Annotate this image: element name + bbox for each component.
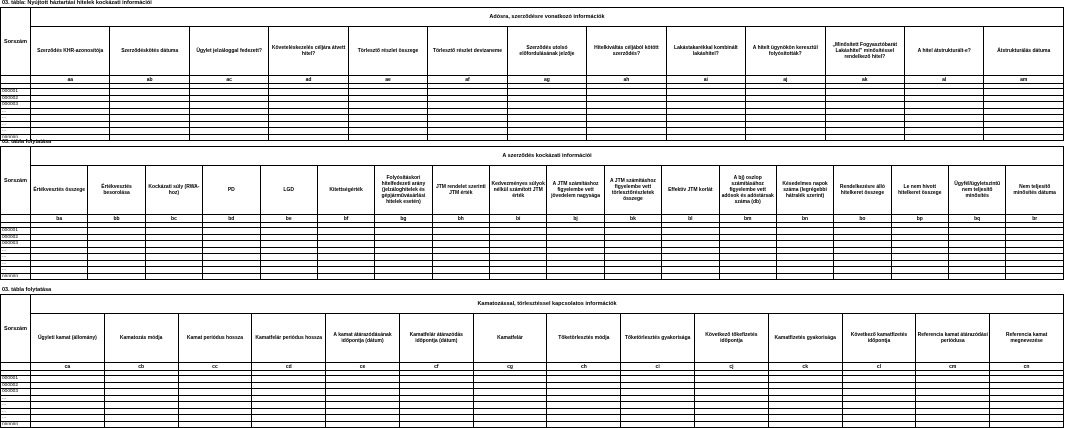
column-header: LGD bbox=[260, 166, 317, 215]
data-cell[interactable] bbox=[719, 273, 776, 280]
column-code: bg bbox=[375, 215, 432, 223]
column-header: Szerződéskötés dátuma bbox=[110, 27, 189, 76]
group-header: Adósra, szerződésre vonatkozó információk bbox=[31, 8, 1064, 27]
column-code-row bbox=[1, 215, 1064, 223]
column-code: ca bbox=[31, 363, 105, 371]
column-code: ce bbox=[326, 363, 400, 371]
row-id: 000002 bbox=[1, 234, 31, 241]
sorszam-header: Sorszám bbox=[1, 295, 31, 363]
column-header: Követeléskezelés céljára átvett hitel? bbox=[269, 27, 348, 76]
column-header: A hitelt ügynökön keresztül folyósították? bbox=[746, 27, 825, 76]
data-cell[interactable] bbox=[604, 273, 661, 280]
data-cell[interactable] bbox=[776, 273, 833, 280]
column-code-row bbox=[1, 363, 1064, 371]
column-code: ba bbox=[31, 215, 88, 223]
column-code: cn bbox=[990, 363, 1064, 371]
group-header-row bbox=[1, 295, 1064, 314]
column-header: Törlesztő részlet devizaneme bbox=[428, 27, 507, 76]
row-id: ... bbox=[1, 402, 31, 409]
column-header: Értékvesztés besorolása bbox=[88, 166, 145, 215]
row-id: ... bbox=[1, 108, 31, 115]
column-header: A hitel átstrukturált-e? bbox=[904, 27, 983, 76]
data-cell[interactable] bbox=[473, 421, 547, 428]
data-cell[interactable] bbox=[203, 273, 260, 280]
data-cell[interactable] bbox=[432, 273, 489, 280]
column-header: Szerződés KHR-azonosítója bbox=[31, 27, 110, 76]
column-header: Következő tőkefizetés időpontja bbox=[695, 314, 769, 363]
data-cell[interactable] bbox=[31, 273, 88, 280]
row-id: ... bbox=[1, 254, 31, 261]
column-code: ck bbox=[768, 363, 842, 371]
data-cell[interactable] bbox=[547, 273, 604, 280]
column-header-row bbox=[1, 166, 1064, 215]
column-header: Következő kamatfizetés időpontja bbox=[842, 314, 916, 363]
section-title: 03. tábla folytatása bbox=[2, 139, 52, 145]
code-cell-empty bbox=[1, 76, 31, 84]
column-code: bb bbox=[88, 215, 145, 223]
row-id: ... bbox=[1, 128, 31, 135]
column-header: A JTM számításhoz figyelembe vett törlesztőrészletek összege bbox=[604, 166, 661, 215]
column-code: ad bbox=[269, 76, 348, 84]
column-header: Kamatfelár átárazódás időpontja (dátum) bbox=[399, 314, 473, 363]
column-header: PD bbox=[203, 166, 260, 215]
table-row bbox=[1, 273, 1064, 280]
column-code: ch bbox=[547, 363, 621, 371]
group-header: Kamatozással, törlesztéssel kapcsolatos információk bbox=[31, 295, 1064, 314]
column-header: Kamatfelár periódus hossza bbox=[252, 314, 326, 363]
column-code: ai bbox=[666, 76, 745, 84]
column-code: ab bbox=[110, 76, 189, 84]
data-cell[interactable] bbox=[145, 273, 202, 280]
row-id: ... bbox=[1, 415, 31, 422]
column-header: Tőketörlesztés gyakorisága bbox=[621, 314, 695, 363]
column-header-row bbox=[1, 27, 1064, 76]
data-cell[interactable] bbox=[399, 421, 473, 428]
column-header: Kedvezményes súlyok nélkül számított JTM érték bbox=[490, 166, 547, 215]
column-header: Szerződés utolsó előfordulásának jelzője bbox=[507, 27, 586, 76]
data-cell[interactable] bbox=[621, 421, 695, 428]
data-cell[interactable] bbox=[949, 273, 1006, 280]
column-code: br bbox=[1006, 215, 1064, 223]
row-id: nnnnnn bbox=[1, 421, 31, 428]
row-id: ... bbox=[1, 115, 31, 122]
data-cell[interactable] bbox=[326, 421, 400, 428]
row-id: 000001 bbox=[1, 89, 31, 96]
row-id: 000003 bbox=[1, 102, 31, 109]
column-code: cf bbox=[399, 363, 473, 371]
column-code: bp bbox=[891, 215, 948, 223]
section-2 bbox=[0, 139, 1065, 280]
data-cell[interactable] bbox=[375, 273, 432, 280]
column-header: A bj) oszlop számításához figyelembe vett adósok és adóstársak száma (db) bbox=[719, 166, 776, 215]
data-cell[interactable] bbox=[891, 273, 948, 280]
data-cell[interactable] bbox=[990, 421, 1064, 428]
section-1 bbox=[0, 0, 1065, 141]
column-code: bk bbox=[604, 215, 661, 223]
column-code: bi bbox=[490, 215, 547, 223]
column-code: bd bbox=[203, 215, 260, 223]
data-table bbox=[0, 294, 1064, 428]
data-cell[interactable] bbox=[834, 273, 891, 280]
column-code-row bbox=[1, 76, 1064, 84]
column-header: JTM rendelet szerinti JTM érték bbox=[432, 166, 489, 215]
column-header: „Minősített Fogyasztóbarát Lakáshitel” minősítéssel rendelkező hitel? bbox=[825, 27, 904, 76]
code-cell-empty bbox=[1, 363, 31, 371]
column-code: aa bbox=[31, 76, 110, 84]
row-id: 000002 bbox=[1, 95, 31, 102]
column-code: bm bbox=[719, 215, 776, 223]
data-cell[interactable] bbox=[178, 421, 252, 428]
row-id: ... bbox=[1, 395, 31, 402]
column-header: Ügylet jelzáloggal fedezett? bbox=[189, 27, 268, 76]
column-header: Effektív JTM korlát bbox=[662, 166, 719, 215]
row-id: nnnnnn bbox=[1, 273, 31, 280]
section-title: 03. tábla: Nyújtott háztartási hitelek kockázati információi bbox=[2, 0, 152, 6]
data-cell[interactable] bbox=[695, 421, 769, 428]
column-code: bo bbox=[834, 215, 891, 223]
column-code: ag bbox=[507, 76, 586, 84]
data-cell[interactable] bbox=[88, 273, 145, 280]
code-cell-empty bbox=[1, 215, 31, 223]
data-cell[interactable] bbox=[317, 273, 374, 280]
column-header: Kamatfelár bbox=[473, 314, 547, 363]
data-table bbox=[0, 7, 1064, 141]
data-cell[interactable] bbox=[662, 273, 719, 280]
data-cell[interactable] bbox=[31, 421, 105, 428]
data-cell[interactable] bbox=[252, 421, 326, 428]
data-cell[interactable] bbox=[916, 421, 990, 428]
data-cell[interactable] bbox=[1006, 273, 1064, 280]
column-code: cc bbox=[178, 363, 252, 371]
column-header: Ügyfél/ügyletszintű nem teljesítő minősítés bbox=[949, 166, 1006, 215]
column-header: Folyósításkori hitelfedezeti arány (jelzáloghitelek és gépjárművásárlási hitelek esetén) bbox=[375, 166, 432, 215]
row-id: 000003 bbox=[1, 389, 31, 396]
column-code: cg bbox=[473, 363, 547, 371]
data-cell[interactable] bbox=[842, 421, 916, 428]
column-header: Kitettségérték bbox=[317, 166, 374, 215]
column-code: cd bbox=[252, 363, 326, 371]
data-cell[interactable] bbox=[104, 421, 178, 428]
section-title: 03. tábla folytatása bbox=[2, 287, 52, 293]
column-code: ae bbox=[348, 76, 427, 84]
column-header: Rendelkezésre álló hitelkeret összege bbox=[834, 166, 891, 215]
column-code: bf bbox=[317, 215, 374, 223]
row-id: ... bbox=[1, 260, 31, 267]
column-header: Referencia kamat átárazódási periódusa bbox=[916, 314, 990, 363]
column-header: Hitelkiváltás céljából kötött szerződés? bbox=[587, 27, 666, 76]
section-3 bbox=[0, 287, 1065, 428]
column-code: ah bbox=[587, 76, 666, 84]
row-id: 000003 bbox=[1, 241, 31, 248]
column-code: bq bbox=[949, 215, 1006, 223]
row-id: ... bbox=[1, 408, 31, 415]
column-header: Átstrukturálás dátuma bbox=[984, 27, 1064, 76]
column-code: ak bbox=[825, 76, 904, 84]
row-id: ... bbox=[1, 247, 31, 254]
row-id: 000002 bbox=[1, 382, 31, 389]
column-code: bl bbox=[662, 215, 719, 223]
group-header-row bbox=[1, 147, 1064, 166]
column-code: be bbox=[260, 215, 317, 223]
column-code: bn bbox=[776, 215, 833, 223]
row-id: ... bbox=[1, 121, 31, 128]
column-header: Késedelmes napok száma (legrégebbi hátralék szerint) bbox=[776, 166, 833, 215]
column-code: bc bbox=[145, 215, 202, 223]
column-code: ac bbox=[189, 76, 268, 84]
column-header: A JTM számításhoz figyelembe vett jövedelem nagysága bbox=[547, 166, 604, 215]
column-header: Törlesztő részlet összege bbox=[348, 27, 427, 76]
column-code: cm bbox=[916, 363, 990, 371]
column-header: Kockázati súly (RWA-hoz) bbox=[145, 166, 202, 215]
column-header: A kamat átárazódásának időpontja (dátum) bbox=[326, 314, 400, 363]
column-code: bj bbox=[547, 215, 604, 223]
column-code: ci bbox=[621, 363, 695, 371]
column-header: Ügyleti kamat (állomány) bbox=[31, 314, 105, 363]
sorszam-header: Sorszám bbox=[1, 147, 31, 215]
group-header-row bbox=[1, 8, 1064, 27]
column-code: cj bbox=[695, 363, 769, 371]
row-id: 000001 bbox=[1, 376, 31, 383]
column-code: aj bbox=[746, 76, 825, 84]
data-cell[interactable] bbox=[490, 273, 547, 280]
table-row bbox=[1, 421, 1064, 428]
column-header: Le nem hívott hitelkeret összege bbox=[891, 166, 948, 215]
data-table bbox=[0, 146, 1064, 280]
column-code: am bbox=[984, 76, 1064, 84]
row-id: ... bbox=[1, 267, 31, 274]
column-code: af bbox=[428, 76, 507, 84]
data-cell[interactable] bbox=[768, 421, 842, 428]
column-header: Kamatfizetés gyakorisága bbox=[768, 314, 842, 363]
column-header: Lakástakarékkal kombinált lakáshitel? bbox=[666, 27, 745, 76]
column-header: Kamatozás módja bbox=[104, 314, 178, 363]
row-id: nnnnnn bbox=[1, 134, 31, 141]
column-code: cb bbox=[104, 363, 178, 371]
data-cell[interactable] bbox=[547, 421, 621, 428]
group-header: A szerződés kockázati információi bbox=[31, 147, 1064, 166]
column-header: Nem teljesítő minősítés dátuma bbox=[1006, 166, 1064, 215]
column-header: Kamat periódus hossza bbox=[178, 314, 252, 363]
column-header: Értékvesztés összege bbox=[31, 166, 88, 215]
sorszam-header: Sorszám bbox=[1, 8, 31, 76]
column-code: bh bbox=[432, 215, 489, 223]
column-header: Referencia kamat megnevezése bbox=[990, 314, 1064, 363]
column-code: cl bbox=[842, 363, 916, 371]
column-header: Tőketörlesztés módja bbox=[547, 314, 621, 363]
row-id: 000001 bbox=[1, 228, 31, 235]
column-code: al bbox=[904, 76, 983, 84]
column-header-row bbox=[1, 314, 1064, 363]
data-cell[interactable] bbox=[260, 273, 317, 280]
